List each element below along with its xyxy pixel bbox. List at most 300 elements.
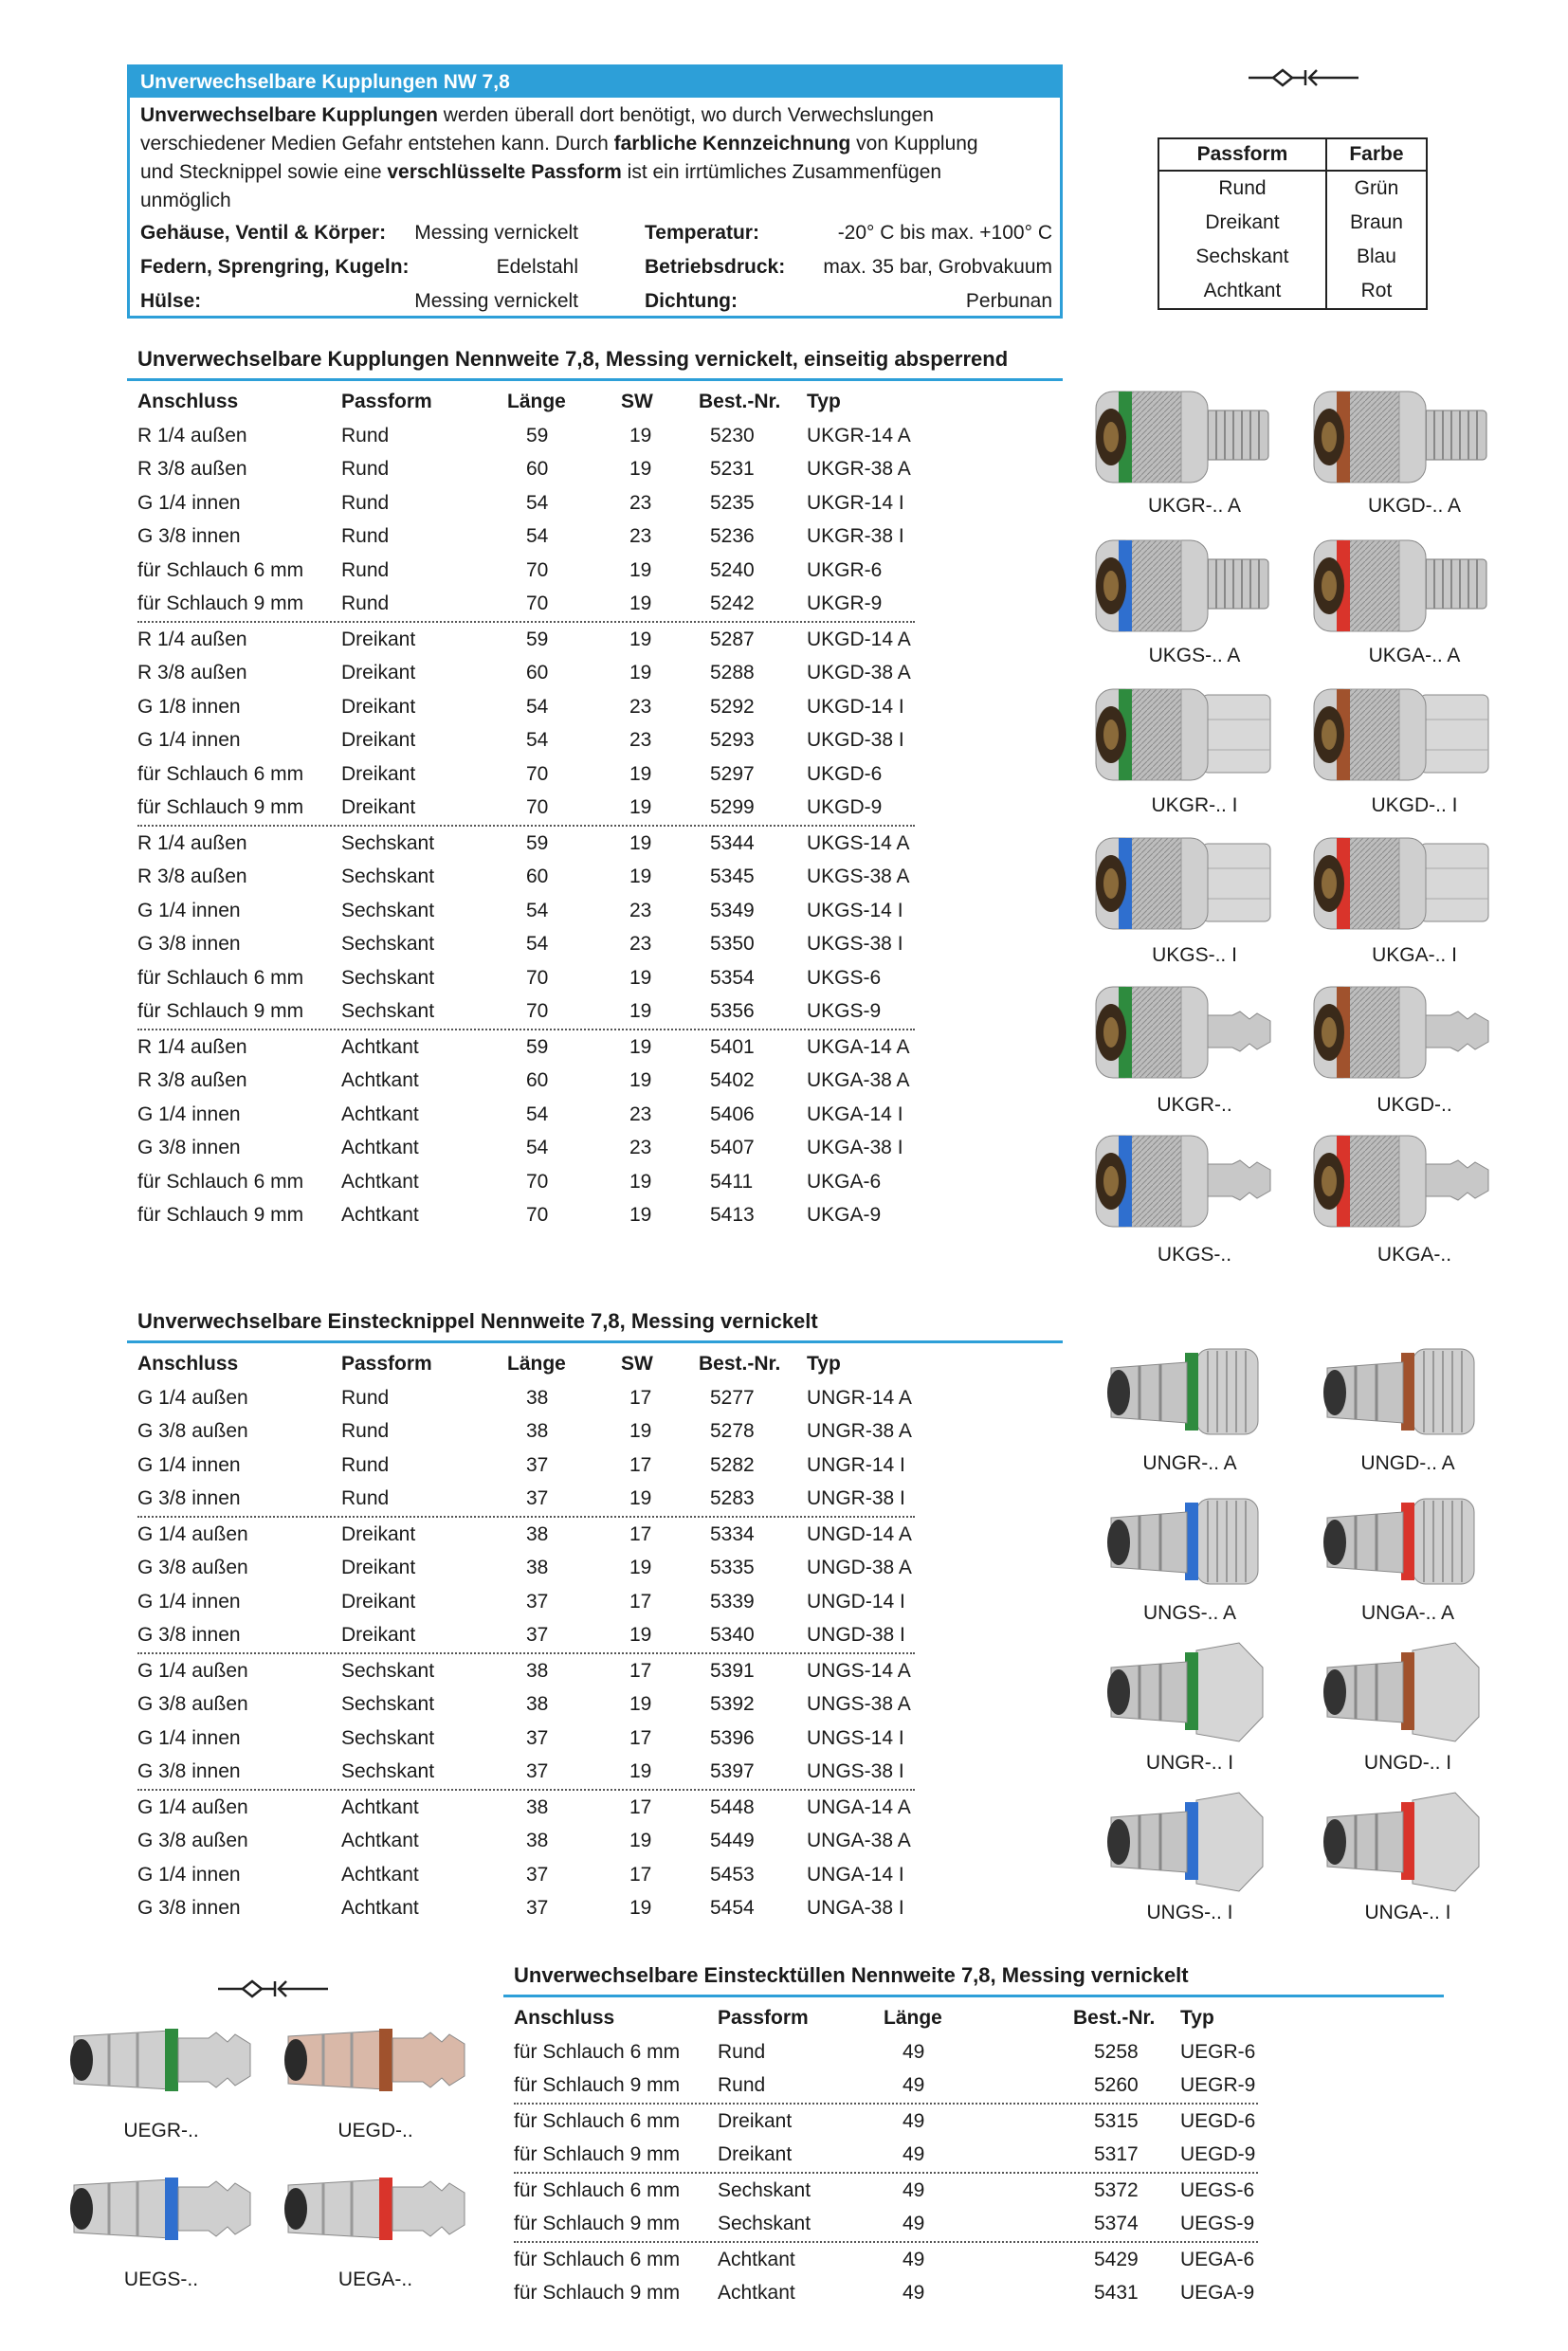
table-row: [137, 1722, 915, 1756]
table-cell: G 1/4 innen: [137, 1726, 241, 1749]
table-row: [137, 623, 915, 657]
table-cell: G 3/8 innen: [137, 933, 241, 955]
coupling-image: [1090, 1128, 1275, 1237]
table-cell: UEGR-6: [1180, 2040, 1256, 2063]
table-cell: 5345: [710, 866, 755, 887]
nipple-image: [1102, 1789, 1267, 1898]
table-cell: Achtkant: [341, 1897, 419, 1919]
table-cell: R 3/8 außen: [137, 1069, 247, 1091]
table-cell: 37: [526, 1487, 549, 1509]
property-row: [140, 256, 1052, 290]
table-cell: 19: [629, 831, 652, 854]
table-cell: Rund: [341, 458, 390, 480]
coupling-image: [1308, 533, 1493, 642]
table-row: [514, 2276, 1258, 2310]
table-cell: 23: [629, 899, 652, 921]
table-row: [137, 1131, 915, 1165]
product-caption: UKGR-.. I: [1151, 794, 1238, 816]
table-row: [137, 927, 915, 961]
product-caption: UKGS-.. A: [1148, 645, 1241, 666]
table-cell: 5282: [710, 1453, 755, 1476]
table-cell: UNGS-38 I: [807, 1760, 904, 1782]
table-cell: 59: [526, 628, 549, 650]
table-row: [137, 1551, 915, 1585]
table-cell: Dreikant: [341, 1522, 416, 1545]
product-caption: UKGA-.. I: [1372, 944, 1457, 966]
table-cell: 5401: [710, 1035, 755, 1058]
table-cell: 17: [629, 1386, 652, 1409]
table-row: [514, 2069, 1258, 2105]
table-cell: 60: [526, 458, 549, 480]
table-cell: 5448: [710, 1795, 755, 1818]
table-cell: 5315: [1094, 2109, 1139, 2132]
column-header: Passform: [341, 391, 432, 412]
table-row: [137, 1518, 915, 1552]
table-cell: 19: [629, 1557, 652, 1578]
table-cell: G 3/8 außen: [137, 1830, 248, 1851]
table-cell: 70: [526, 558, 549, 581]
table-cell: 19: [629, 1624, 652, 1646]
table-cell: UEGS-9: [1180, 2213, 1255, 2234]
table-row: [137, 452, 915, 486]
table-cell: für Schlauch 9 mm: [514, 2143, 681, 2165]
table-cell: 5349: [710, 899, 755, 921]
table-cell: UNGS-38 A: [807, 1693, 911, 1715]
product-caption: UNGD-.. A: [1360, 1452, 1455, 1474]
table-cell: 38: [526, 1659, 549, 1682]
table-cell: für Schlauch 9 mm: [137, 1000, 304, 1022]
table-cell: 49: [903, 2213, 925, 2234]
table-cell: UNGD-14 A: [807, 1522, 912, 1545]
tail-image: [66, 2166, 256, 2251]
table-cell: Rund: [341, 525, 390, 547]
nipple-image: [1318, 1639, 1484, 1748]
column-header: Länge: [507, 391, 566, 412]
table-cell: Sechskant: [341, 1760, 435, 1782]
tail-table: [514, 2001, 1256, 2310]
property-value: -20° C bis max. +100° C: [837, 222, 1052, 244]
table-cell: für Schlauch 6 mm: [514, 2040, 681, 2063]
table-cell: R 3/8 außen: [137, 662, 247, 683]
table-cell: UNGS-14 A: [807, 1659, 911, 1682]
table-cell: Sechskant: [341, 933, 435, 955]
table-row: [514, 2035, 1258, 2069]
table-row: [137, 757, 915, 792]
table-cell: 17: [629, 1863, 652, 1886]
table-cell: 70: [526, 1000, 549, 1022]
table-cell: Sechskant: [341, 1726, 435, 1749]
nipple-image: [1318, 1489, 1484, 1598]
table-cell: 38: [526, 1693, 549, 1715]
column-header: SW: [621, 1353, 653, 1375]
property-label: Betriebsdruck:: [645, 256, 786, 278]
table-cell: 5356: [710, 1000, 755, 1022]
property-label: Hülse:: [140, 290, 202, 312]
property-value: Edelstahl: [496, 256, 578, 278]
column-header: Passform: [718, 2007, 809, 2029]
table-cell: Achtkant: [341, 1795, 419, 1818]
table-cell: 5392: [710, 1693, 755, 1715]
table-cell: Rund: [718, 2074, 766, 2096]
column-header: Länge: [507, 1353, 566, 1375]
table-cell: 70: [526, 762, 549, 785]
table-cell: UEGD-9: [1180, 2143, 1256, 2165]
table-cell: 5317: [1094, 2143, 1139, 2165]
table-cell: 49: [903, 2074, 925, 2096]
table-row: [137, 1858, 915, 1892]
table-cell: G 3/8 innen: [137, 1624, 241, 1646]
table-cell: Sechskant: [341, 899, 435, 921]
column-header: Anschluss: [137, 391, 239, 412]
table-cell: 5406: [710, 1103, 755, 1125]
table-cell: 19: [629, 1760, 652, 1782]
coupling-image: [1308, 384, 1493, 493]
table-cell: 23: [629, 933, 652, 955]
table-cell: 37: [526, 1590, 549, 1613]
table-cell: 23: [629, 695, 652, 718]
table-cell: 38: [526, 1420, 549, 1442]
table-row: [137, 1482, 915, 1518]
table-cell: 5288: [710, 662, 755, 683]
table-cell: R 1/4 außen: [137, 831, 247, 854]
table-cell: 54: [526, 1137, 549, 1158]
property-value: Perbunan: [965, 290, 1052, 312]
table-cell: UKGA-9: [807, 1204, 882, 1226]
table-cell: 59: [526, 831, 549, 854]
table-cell: UKGD-6: [807, 762, 883, 785]
table-cell: 23: [629, 491, 652, 514]
table-row: [514, 2174, 1258, 2208]
table-cell: UKGA-6: [807, 1170, 882, 1193]
table-cell: UKGS-38 I: [807, 933, 903, 955]
table-cell: R 1/4 außen: [137, 628, 247, 650]
table-row: [137, 1165, 915, 1199]
table-cell: Rund: [341, 1453, 390, 1476]
table-cell: 5354: [710, 966, 755, 989]
column-header: Anschluss: [514, 2007, 615, 2029]
table-cell: UNGR-14 A: [807, 1386, 912, 1409]
table-cell: 5236: [710, 525, 755, 547]
table-row: [137, 860, 915, 894]
table-cell: 5230: [710, 424, 755, 447]
product-caption: UKGS-..: [1157, 1244, 1232, 1266]
table-cell: 5391: [710, 1659, 755, 1682]
product-caption: UKGD-.. A: [1367, 495, 1462, 517]
table-cell: UNGA-38 A: [807, 1830, 911, 1851]
table-row: [137, 1687, 915, 1722]
table-row: [137, 1755, 915, 1791]
table-cell: 19: [629, 1204, 652, 1226]
pf-cell: Rot: [1360, 280, 1393, 301]
table-cell: Dreikant: [341, 1624, 416, 1646]
table-cell: 5287: [710, 628, 755, 650]
table-cell: G 3/8 außen: [137, 1420, 248, 1442]
table-cell: für Schlauch 9 mm: [514, 2282, 681, 2304]
table-cell: UKGD-9: [807, 796, 883, 818]
table-cell: Achtkant: [341, 1035, 419, 1058]
table-cell: G 1/4 innen: [137, 491, 241, 514]
pf-cell: Rund: [1158, 171, 1326, 206]
pf-cell: Braun: [1349, 211, 1403, 233]
coupling-table: [137, 385, 915, 1232]
coupling-image: [1090, 979, 1275, 1088]
table-cell: 19: [629, 558, 652, 581]
table-cell: 5372: [1094, 2178, 1139, 2201]
table-cell: 70: [526, 966, 549, 989]
table-cell: 5350: [710, 933, 755, 955]
table-cell: 19: [629, 1420, 652, 1442]
table-row: [514, 2207, 1258, 2243]
table-cell: Rund: [341, 1487, 390, 1509]
product-caption: UKGA-..: [1377, 1244, 1452, 1266]
table-cell: 70: [526, 796, 549, 818]
table-cell: 5277: [710, 1386, 755, 1409]
table-cell: UKGR-14 A: [807, 424, 911, 447]
product-caption: UNGS-.. I: [1146, 1902, 1233, 1923]
table-cell: UKGA-38 I: [807, 1137, 903, 1158]
product-caption: UEGS-..: [123, 2269, 199, 2290]
table-cell: 19: [629, 796, 652, 818]
table-cell: UNGD-38 A: [807, 1557, 912, 1578]
table-cell: UKGS-38 A: [807, 866, 910, 887]
table-row: [514, 2243, 1258, 2277]
table-cell: UEGD-6: [1180, 2109, 1256, 2132]
table-cell: 60: [526, 866, 549, 887]
table-cell: 23: [629, 729, 652, 751]
coupling-image: [1090, 384, 1275, 493]
info-box: [127, 64, 1063, 319]
table-header: [514, 2001, 1253, 2035]
table-cell: 5397: [710, 1760, 755, 1782]
tail-image: [281, 2017, 470, 2103]
table-cell: 19: [629, 1897, 652, 1919]
product-caption: UKGR-..: [1157, 1094, 1232, 1116]
table-cell: G 1/8 innen: [137, 695, 241, 718]
table-cell: für Schlauch 9 mm: [137, 796, 304, 818]
table-row: [137, 519, 915, 554]
table-cell: 17: [629, 1659, 652, 1682]
table-cell: 5453: [710, 1863, 755, 1886]
tail-image: [66, 2017, 256, 2103]
table-cell: 19: [629, 592, 652, 614]
table-cell: 5235: [710, 491, 755, 514]
table-cell: G 3/8 innen: [137, 1760, 241, 1782]
table-row: [137, 690, 915, 724]
table-row: [137, 1824, 915, 1858]
table-cell: 5431: [1094, 2282, 1139, 2304]
table-cell: 38: [526, 1830, 549, 1851]
table-cell: 54: [526, 729, 549, 751]
nipple-image: [1102, 1639, 1267, 1748]
table-row: [137, 554, 915, 588]
table-cell: G 3/8 innen: [137, 525, 241, 547]
table-cell: für Schlauch 9 mm: [137, 1204, 304, 1226]
table-cell: 5411: [710, 1170, 754, 1193]
table-cell: 19: [629, 662, 652, 683]
table-cell: 5292: [710, 695, 755, 718]
product-caption: UKGR-.. A: [1147, 495, 1242, 517]
column-header: Typ: [807, 1353, 841, 1375]
pf-row: [1158, 274, 1427, 309]
table-row: [137, 1198, 915, 1232]
table-cell: Dreikant: [341, 796, 416, 818]
table-cell: 23: [629, 525, 652, 547]
table-cell: UKGR-38 I: [807, 525, 904, 547]
column-header: Typ: [1180, 2007, 1214, 2029]
table-cell: G 1/4 außen: [137, 1659, 248, 1682]
property-value: Messing vernickelt: [414, 290, 578, 312]
property-label: Gehäuse, Ventil & Körper:: [140, 222, 387, 244]
column-header: SW: [621, 391, 653, 412]
table-cell: Rund: [341, 491, 390, 514]
table-cell: 54: [526, 525, 549, 547]
section1-title: Unverwechselbare Kupplungen Nennweite 7,8, Messing vernickelt, einseitig absperrend: [127, 347, 1063, 381]
table-cell: UEGA-6: [1180, 2248, 1255, 2270]
pf-row: [1158, 206, 1427, 240]
table-cell: Sechskant: [341, 966, 435, 989]
table-cell: Achtkant: [718, 2282, 795, 2304]
table-cell: 60: [526, 662, 549, 683]
pf-cell: Blau: [1356, 246, 1396, 267]
product-caption: UNGR-.. I: [1145, 1752, 1234, 1774]
table-cell: 19: [629, 1693, 652, 1715]
table-cell: 5344: [710, 831, 755, 854]
table-cell: G 3/8 außen: [137, 1693, 248, 1715]
table-cell: 19: [629, 1069, 652, 1091]
nipple-table: [137, 1347, 915, 1925]
table-cell: R 3/8 außen: [137, 866, 247, 887]
table-cell: 70: [526, 592, 549, 614]
table-cell: 37: [526, 1726, 549, 1749]
table-cell: 5231: [710, 458, 755, 480]
table-row: [137, 486, 915, 520]
table-cell: 38: [526, 1795, 549, 1818]
product-caption: UKGD-.. I: [1371, 794, 1458, 816]
table-cell: G 1/4 innen: [137, 1863, 241, 1886]
table-row: [137, 656, 915, 690]
pf-cell: Achtkant: [1158, 274, 1326, 309]
table-cell: G 1/4 innen: [137, 1103, 241, 1125]
table-cell: 54: [526, 933, 549, 955]
table-cell: G 1/4 außen: [137, 1795, 248, 1818]
coupling-image: [1308, 1128, 1493, 1237]
table-cell: 19: [629, 1487, 652, 1509]
table-cell: UNGD-14 I: [807, 1590, 905, 1613]
table-cell: UKGR-6: [807, 558, 883, 581]
table-cell: 19: [629, 424, 652, 447]
table-cell: UEGR-9: [1180, 2074, 1256, 2096]
table-cell: Rund: [718, 2040, 766, 2063]
column-header: Best.-Nr.: [699, 1353, 781, 1375]
property-value: Messing vernickelt: [414, 222, 578, 244]
table-cell: Dreikant: [341, 662, 416, 683]
table-cell: 5335: [710, 1557, 755, 1578]
table-row: [137, 1030, 915, 1065]
pf-row: [1158, 171, 1427, 206]
table-cell: G 1/4 innen: [137, 899, 241, 921]
info-title: Unverwechselbare Kupplungen NW 7,8: [130, 67, 1060, 98]
product-caption: UEGR-..: [123, 2120, 199, 2141]
pf-header-farbe: Farbe: [1326, 138, 1427, 171]
table-cell: G 1/4 innen: [137, 1453, 241, 1476]
section3-title: Unverwechselbare Einstecktüllen Nennweite 7,8, Messing vernickelt: [503, 1963, 1444, 1997]
table-cell: 70: [526, 1204, 549, 1226]
table-cell: 17: [629, 1453, 652, 1476]
table-row: [137, 1414, 915, 1449]
table-cell: 54: [526, 695, 549, 718]
table-cell: UKGS-14 A: [807, 831, 910, 854]
table-cell: 17: [629, 1590, 652, 1613]
table-cell: Dreikant: [341, 729, 416, 751]
table-row: [137, 419, 915, 453]
table-cell: UKGD-38 I: [807, 729, 904, 751]
table-cell: 23: [629, 1137, 652, 1158]
table-cell: 5260: [1094, 2074, 1139, 2096]
table-cell: für Schlauch 6 mm: [137, 966, 304, 989]
table-cell: 5339: [710, 1590, 755, 1613]
column-header: Passform: [341, 1353, 432, 1375]
table-cell: G 3/8 innen: [137, 1137, 241, 1158]
pf-cell: Dreikant: [1158, 206, 1326, 240]
property-label: Dichtung:: [645, 290, 738, 312]
table-cell: 49: [903, 2109, 925, 2132]
table-cell: 5374: [1094, 2213, 1139, 2234]
table-row: [137, 1064, 915, 1098]
table-cell: UNGS-14 I: [807, 1726, 904, 1749]
table-cell: 19: [629, 1000, 652, 1022]
table-cell: 5429: [1094, 2248, 1139, 2270]
table-cell: Rund: [341, 592, 390, 614]
table-row: [514, 2138, 1258, 2174]
tail-image: [281, 2166, 470, 2251]
table-cell: Sechskant: [341, 1693, 435, 1715]
table-cell: 37: [526, 1863, 549, 1886]
table-cell: 19: [629, 1035, 652, 1058]
table-cell: Rund: [341, 1420, 390, 1442]
table-cell: Dreikant: [341, 628, 416, 650]
table-cell: UEGS-6: [1180, 2178, 1255, 2201]
table-cell: für Schlauch 6 mm: [514, 2178, 681, 2201]
table-cell: Achtkant: [341, 1137, 419, 1158]
table-cell: für Schlauch 6 mm: [137, 762, 304, 785]
nipple-image: [1318, 1789, 1484, 1898]
table-cell: 5297: [710, 762, 755, 785]
table-row: [137, 791, 915, 827]
table-cell: 54: [526, 1103, 549, 1125]
table-cell: Dreikant: [341, 695, 416, 718]
product-caption: UNGD-.. I: [1363, 1752, 1452, 1774]
nipple-image: [1318, 1340, 1484, 1449]
table-row: [137, 1654, 915, 1688]
table-cell: 5413: [710, 1204, 755, 1226]
table-cell: 23: [629, 1103, 652, 1125]
table-cell: 49: [903, 2040, 925, 2063]
table-row: [137, 994, 915, 1030]
table-cell: Sechskant: [341, 831, 435, 854]
table-cell: 38: [526, 1557, 549, 1578]
table-row: [137, 1381, 915, 1415]
column-header: Länge: [884, 2007, 942, 2029]
pf-header-passform: Passform: [1158, 138, 1326, 171]
table-cell: 37: [526, 1624, 549, 1646]
table-cell: G 3/8 innen: [137, 1487, 241, 1509]
pf-row: [1158, 240, 1427, 274]
table-cell: Achtkant: [341, 1069, 419, 1091]
table-cell: 17: [629, 1726, 652, 1749]
coupling-image: [1308, 979, 1493, 1088]
table-cell: für Schlauch 6 mm: [514, 2248, 681, 2270]
info-intro: Unverwechselbare Kupplungen werden überall dort benötigt, wo durch Verwechslungen verschiedener Medien Gefahr entstehen kann. Durch farbliche Kennzeichnung von Kupplung und Stecknippel sowie eine verschlüsselte Passform ist ein irrtümliches Zusammenfügen unmöglich: [140, 104, 978, 211]
